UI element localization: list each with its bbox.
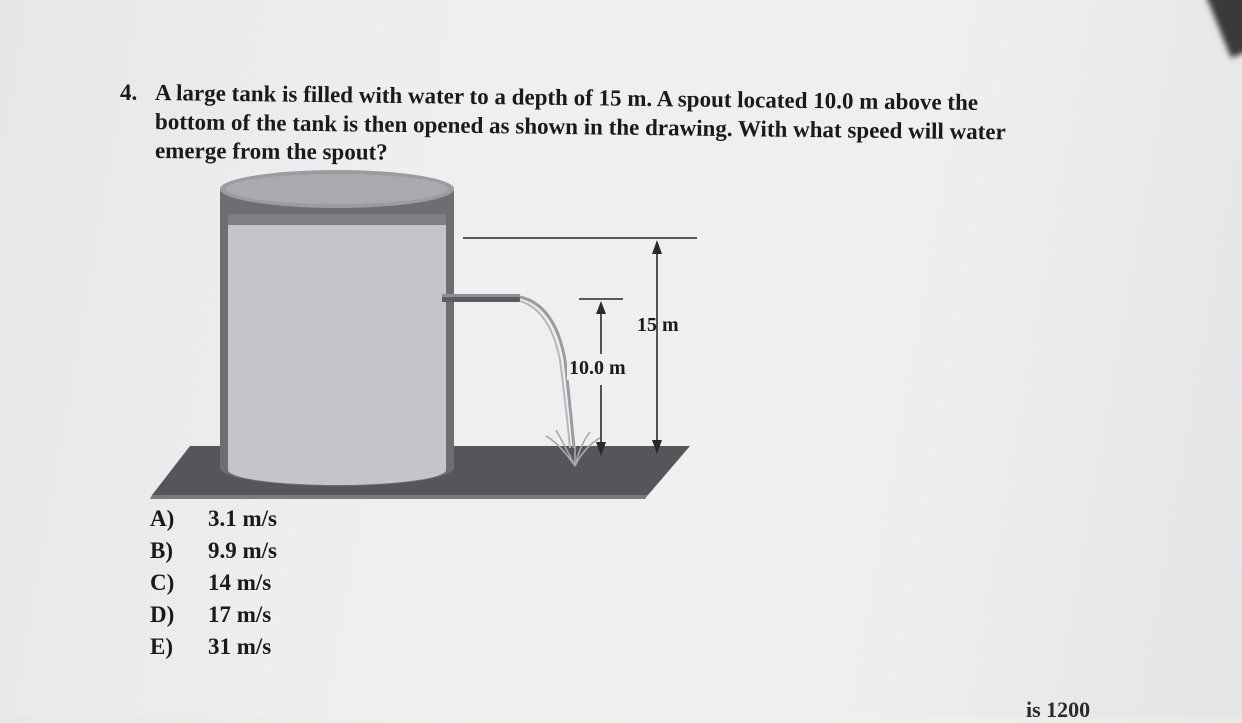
spout-arrow-head-top — [596, 301, 606, 314]
next-question-fragment: is 1200 — [1026, 697, 1091, 722]
choice-e — [150, 634, 271, 660]
question-text-line-2: bottom of the tank is then opened as shown in the drawing. With what speed will water — [154, 109, 1006, 145]
choice-text: 17 m/s — [208, 602, 272, 627]
depth-arrow-head-top — [652, 240, 662, 254]
question-text-line-3: emerge from the spout? — [154, 138, 388, 165]
tank-top-inner — [226, 174, 448, 204]
water-surface-shadow — [228, 214, 446, 225]
water-stream — [520, 297, 574, 448]
choice-c — [150, 570, 271, 596]
spout-pipe-highlight — [442, 294, 520, 297]
water-stream-inner — [520, 301, 570, 448]
depth-label: 15 m — [637, 314, 679, 336]
choice-letter: D) — [150, 602, 175, 627]
choice-a — [150, 506, 277, 532]
spout-height-label: 10.0 m — [569, 357, 626, 379]
choice-text: 31 m/s — [208, 634, 272, 659]
question-text-line-1: A large tank is filled with water to a depth of 15 m. A spout located 10.0 m above the — [154, 80, 979, 116]
choice-text: 3.1 m/s — [208, 506, 277, 531]
choice-b — [150, 538, 277, 564]
choice-letter: A) — [150, 506, 175, 531]
choice-d — [150, 602, 271, 628]
ground-slab-edge — [150, 495, 648, 499]
choice-letter: C) — [150, 570, 175, 595]
choice-text: 14 m/s — [208, 570, 272, 595]
choice-letter: E) — [150, 634, 173, 659]
choice-letter: B) — [150, 538, 173, 563]
water — [228, 225, 446, 485]
question-number: 4. — [120, 80, 138, 105]
choice-text: 9.9 m/s — [208, 538, 277, 563]
